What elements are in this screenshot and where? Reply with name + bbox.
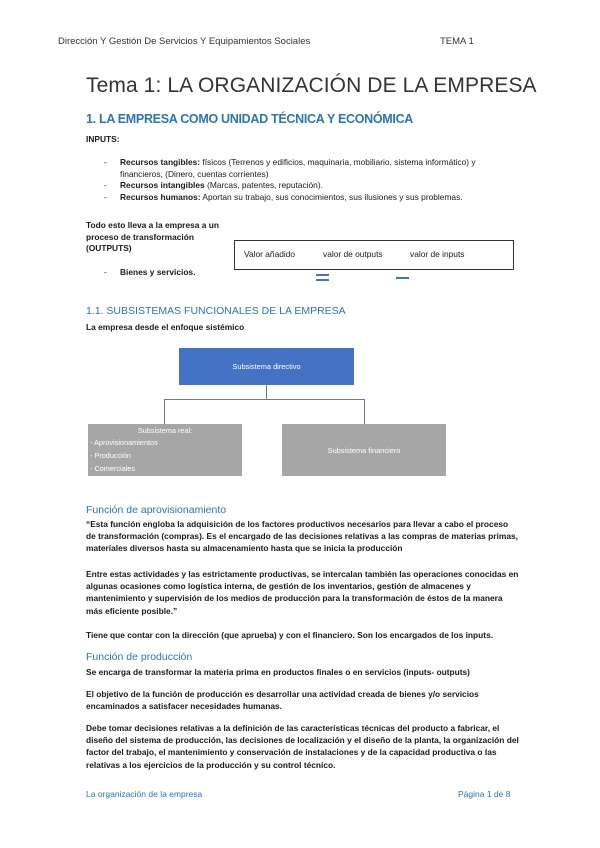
footer-page-number: Página 1 de 8 bbox=[458, 789, 511, 799]
value-added-box bbox=[234, 240, 514, 270]
section-heading-1: 1. LA EMPRESA COMO UNIDAD TÉCNICA Y ECONÓMICA bbox=[86, 112, 414, 126]
outputs-list bbox=[86, 267, 246, 279]
list-item bbox=[86, 267, 246, 279]
connector-right bbox=[364, 399, 365, 424]
list-item bbox=[86, 157, 518, 180]
aprov-paragraph-2: Entre estas actividades y las estrictamente productivas, se intercalan también las operaciones conocidas en algunas ocasiones como logística interna, de gestión de los inventarios, gestión de almacenes y mantenimiento y supervisión de los medios de producción para la transformación de éstos de la manera más eficiente posible.” bbox=[86, 569, 519, 616]
page-title: Tema 1: LA ORGANIZACIÓN DE LA EMPRESA bbox=[86, 74, 537, 97]
inputs-value-label: valor de inputs bbox=[410, 249, 465, 259]
footer-left: La organización de la empresa bbox=[86, 789, 203, 799]
list-item-text: físicos (Terrenos y edificios, maquinaria, mobiliario, sistema informático) y financieros, (Dinero, cuentas corrientes) bbox=[120, 157, 476, 179]
value-added-label: Valor añadido bbox=[244, 249, 296, 259]
subsystems-diagram bbox=[86, 348, 446, 478]
inputs-list bbox=[86, 157, 518, 203]
real-subsystem-title: Subsistema real: bbox=[137, 426, 193, 435]
list-item bbox=[86, 192, 518, 204]
list-item-bold: Recursos intangibles bbox=[120, 180, 205, 190]
minus-sign bbox=[396, 277, 409, 279]
financial-subsystem-label: Subsistema financiero bbox=[327, 445, 401, 455]
list-item bbox=[86, 180, 518, 192]
prod-paragraph-3: Debe tomar decisiones relativas a la definición de las características técnicas del producto a fabricar, el diseño del sistema de producción, las decisiones de localización y el diseño de la planta, la organización del factor del trabajo, el mantenimiento y conservación de instalaciones y de la capacidad productiva o las relativas a los ejercicios de la producción y su control técnico. bbox=[86, 723, 519, 770]
directive-subsystem-box bbox=[179, 348, 354, 385]
running-header-right: TEMA 1 bbox=[440, 36, 474, 47]
list-item-text: Aportan su trabajo, sus conocimientos, sus ilusiones y sus problemas. bbox=[200, 191, 463, 202]
list-item-bold: Recursos humanos: bbox=[120, 191, 201, 202]
equals-sign-bottom bbox=[316, 279, 329, 281]
prod-paragraph-1: Se encarga de transformar la materia prima en productos finales o en servicios (inputs- outputs) bbox=[86, 667, 470, 677]
prod-paragraph-2: El objetivo de la función de producción es desarrollar una actividad creada de bienes y/o servicios encaminados a satisfacer necesidades humanas. bbox=[86, 689, 479, 712]
aprov-paragraph-1: “Esta función engloba la adquisición de los factores productivos necesarios para llevar a cabo el proceso de transformación (compras). Es el encargado de las decisiones relativas a las compras de materias primas, materiales diversos hasta su almacenamiento hasta que se inicia la producción bbox=[86, 519, 518, 554]
running-header-left: Dirección Y Gestión De Servicios Y Equipamientos Sociales bbox=[58, 36, 311, 47]
directive-subsystem-label: Subsistema directivo bbox=[232, 362, 301, 371]
connector-horizontal bbox=[164, 399, 364, 400]
outputs-value-label: valor de outputs bbox=[323, 249, 383, 259]
connector-vertical bbox=[266, 385, 267, 399]
list-item-text: Bienes y servicios. bbox=[120, 267, 196, 277]
equals-sign-top bbox=[316, 274, 329, 276]
real-subsystem-item: - Comerciales bbox=[90, 464, 136, 473]
section-heading-1-1: 1.1. SUBSISTEMAS FUNCIONALES DE LA EMPRESA bbox=[86, 305, 346, 317]
list-item-text: (Marcas, patentes, reputación). bbox=[204, 180, 323, 190]
heading-produccion: Función de producción bbox=[86, 651, 193, 663]
systemic-intro: La empresa desde el enfoque sistémico bbox=[86, 322, 245, 332]
list-item-bold: Recursos tangibles: bbox=[120, 157, 201, 167]
financial-subsystem-box bbox=[282, 424, 446, 476]
real-subsystem-item: - Aprovisionamientos bbox=[90, 438, 158, 447]
connector-left bbox=[164, 399, 165, 424]
real-subsystem-item: - Producción bbox=[90, 451, 131, 460]
heading-aprovisionamiento: Función de aprovisionamiento bbox=[86, 504, 227, 516]
process-text: Todo esto lleva a la empresa a un proceso de transformación (OUTPUTS) bbox=[86, 220, 219, 253]
real-subsystem-box bbox=[88, 424, 242, 476]
aprov-paragraph-3: Tiene que contar con la dirección (que aprueba) y con el financiero. Son los encargados de los inputs. bbox=[86, 630, 494, 640]
inputs-label: INPUTS: bbox=[86, 134, 120, 144]
